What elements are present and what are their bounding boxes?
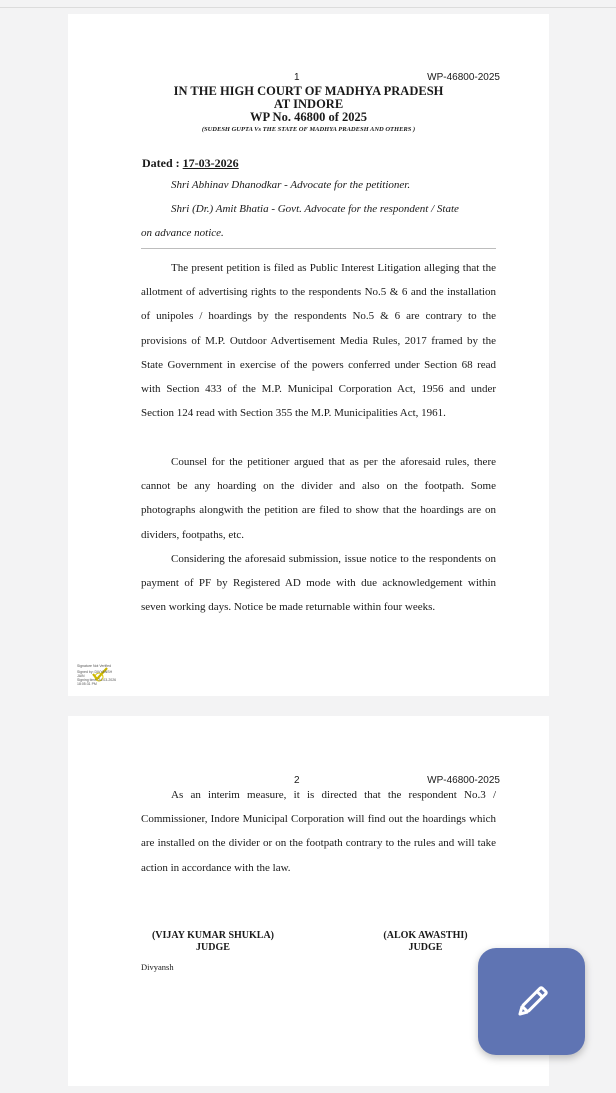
appearance-respondent: Shri (Dr.) Amit Bhatia - Govt. Advocate for the respondent / State: [171, 203, 459, 215]
stamp-line-1: Signature Not Verified: [77, 664, 112, 668]
document-page-1: [68, 14, 549, 696]
judge-1-title: JUDGE: [196, 942, 230, 953]
stamp-line-5: 18:05:31 PM: [77, 682, 97, 686]
case-parties: (SUDESH GUPTA Vs THE STATE OF MADHYA PRADESH AND OTHERS ): [201, 126, 416, 133]
edit-button[interactable]: [478, 948, 585, 1055]
pencil-icon: [512, 982, 552, 1022]
paragraph-2: Counsel for the petitioner argued that as per the aforesaid rules, there cannot be any hoarding on the divider and also on the footpath. Some photographs alongwith the petition are filed to show that the hoardings are on dividers, footpaths, etc.: [141, 456, 496, 541]
paragraph-3: Considering the aforesaid submission, issue notice to the respondents on payment of PF by Registered AD mode with due acknowledgement within seven working days. Notice be made returnable within four weeks.: [141, 553, 496, 614]
case-reference: WP-46800-2025: [427, 775, 500, 786]
stamp-line-4: Signing time: 24-03-2026: [77, 678, 117, 682]
case-number: WP No. 46800 of 2025: [249, 110, 367, 124]
top-divider: [0, 7, 616, 8]
judge-2-signature: [363, 930, 488, 954]
appearance-note: on advance notice.: [141, 227, 224, 239]
dated-value: 17-03-2026: [182, 156, 239, 170]
case-reference: WP-46800-2025: [427, 72, 500, 83]
dated-label: Dated :: [142, 156, 183, 170]
stamp-line-3: JAIN: [77, 674, 85, 678]
paragraph-1: The present petition is filed as Public Interest Litigation alleging that the allotment of advertising rights to the respondents No.5 & 6 and the installation of unipoles / hoardings by the respondents No.5 & 6 are contrary to the provisions of M.P. Outdoor Advertisement Media Rules, 2017 framed by the State Government in exercise of the powers conferred under Section 68 read with Section 433 of the M.P. Municipal Corporation Act, 1956 and under Section 124 read with Section 355 the M.P. Municipalities Act, 1961.: [141, 262, 496, 420]
order-date: [142, 156, 239, 171]
judge-2-name: (ALOK AWASTHI): [383, 930, 468, 941]
appearance-petitioner: Shri Abhinav Dhanodkar - Advocate for the petitioner.: [171, 179, 411, 191]
page-number: 2: [294, 775, 300, 786]
document-page-2: [68, 716, 549, 1086]
judge-2-title: JUDGE: [408, 942, 443, 953]
digital-signature-stamp: [77, 664, 121, 688]
scribe-name: Divyansh: [141, 962, 174, 972]
judge-1-name: (VIJAY KUMAR SHUKLA): [151, 930, 275, 941]
page-number: 1: [294, 72, 300, 83]
header-rule: [141, 248, 496, 249]
court-location: AT INDORE: [273, 97, 344, 111]
court-name: IN THE HIGH COURT OF MADHYA PRADESH: [173, 84, 444, 98]
paragraph-interim: As an interim measure, it is directed that the respondent No.3 / Commissioner, Indore Municipal Corporation will find out the hoardings which are installed on the divider or on the footpath contrary to the rules and will take action in accordance with the law.: [141, 789, 496, 874]
stamp-line-2: Signed by: DIVYANSH: [77, 670, 113, 674]
judge-1-signature: [138, 930, 288, 954]
